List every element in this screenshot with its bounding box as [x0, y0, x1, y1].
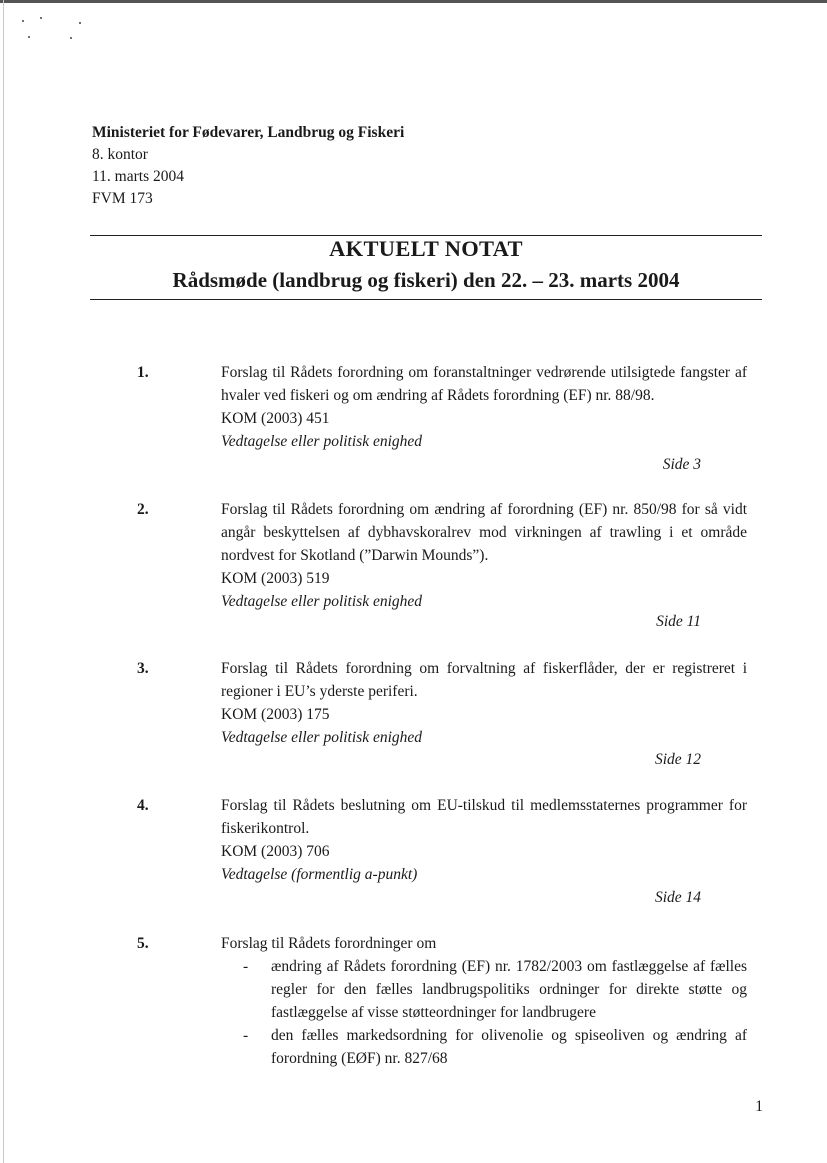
bullet-dash: - [243, 1027, 249, 1044]
item-number: 5. [137, 935, 149, 952]
list-item [221, 1024, 747, 1070]
scan-speck [28, 36, 30, 38]
item-number: 3. [137, 660, 149, 677]
item-body [221, 498, 747, 613]
item-page-ref: Side 14 [654, 889, 701, 906]
item-number: 2. [137, 501, 149, 518]
item-kom: KOM (2003) 451 [221, 410, 330, 427]
item-text: Forslag til Rådets beslutning om EU-tilskud til medlemsstaternes programmer for fiskerikontrol. [221, 797, 747, 837]
item-text: Forslag til Rådets forordning om forvaltning af fiskerflåder, der er registreret i regioner i EU’s yderste periferi. [221, 660, 747, 700]
document-header [92, 122, 404, 210]
bullet-dash: - [243, 958, 249, 975]
page-number: 1 [755, 1098, 763, 1115]
reference-line: FVM 173 [92, 190, 153, 207]
item-kom: KOM (2003) 706 [221, 843, 330, 860]
item-body [221, 794, 747, 886]
document-subtitle: Rådsmøde (landbrug og fiskeri) den 22. – 23. marts 2004 [172, 268, 680, 292]
office-line: 8. kontor [92, 146, 148, 163]
item-text: Forslag til Rådets forordning om foranstaltninger vedrørende utilsigtede fangster af hvaler ved fiskeri og om ændring af Rådets forordning (EF) nr. 88/98. [221, 364, 747, 404]
item-number: 4. [137, 797, 149, 814]
item-decision: Vedtagelse eller politisk enighed [221, 593, 423, 610]
scan-speck [40, 17, 42, 19]
list-item [221, 955, 747, 1024]
item-text: Forslag til Rådets forordninger om [221, 935, 437, 952]
scan-speck [22, 20, 24, 22]
scan-edge-left [3, 0, 4, 1163]
item-kom: KOM (2003) 519 [221, 570, 330, 587]
item-decision: Vedtagelse eller politisk enighed [221, 433, 423, 450]
item-page-ref: Side 11 [656, 613, 701, 630]
scan-edge-top [0, 0, 827, 3]
scan-speck [79, 22, 81, 24]
item-body [221, 932, 747, 1070]
list-item-text: den fælles markedsordning for olivenolie og spiseoliven og ændring af forordning (EØF) nr. 827/68 [271, 1027, 747, 1067]
item-page-ref: Side 3 [662, 456, 701, 473]
item-sublist [221, 955, 747, 1070]
item-number: 1. [137, 364, 149, 381]
item-body [221, 361, 747, 453]
item-decision: Vedtagelse (formentlig a-punkt) [221, 866, 418, 883]
item-kom: KOM (2003) 175 [221, 706, 330, 723]
list-item-text: ændring af Rådets forordning (EF) nr. 1782/2003 om fastlæggelse af fælles regler for den fælles landbrugspolitiks ordninger for direkte støtte og fastlæggelse af visse støtteordninger for landbrugere [271, 958, 747, 1021]
title-rule-bottom [90, 299, 762, 300]
item-text: Forslag til Rådets forordning om ændring af forordning (EF) nr. 850/98 for så vidt angår beskyttelsen af dybhavskoralrev mod virkningen af trawling i et område nordvest for Skotland (”Darwin Mounds”). [221, 501, 747, 564]
date-line: 11. marts 2004 [92, 168, 184, 185]
scan-speck [70, 37, 72, 39]
item-body [221, 657, 747, 749]
document-title: AKTUELT NOTAT [329, 236, 523, 261]
ministry-name: Ministeriet for Fødevarer, Landbrug og Fiskeri [92, 124, 405, 141]
item-page-ref: Side 12 [654, 751, 701, 768]
item-decision: Vedtagelse eller politisk enighed [221, 729, 423, 746]
